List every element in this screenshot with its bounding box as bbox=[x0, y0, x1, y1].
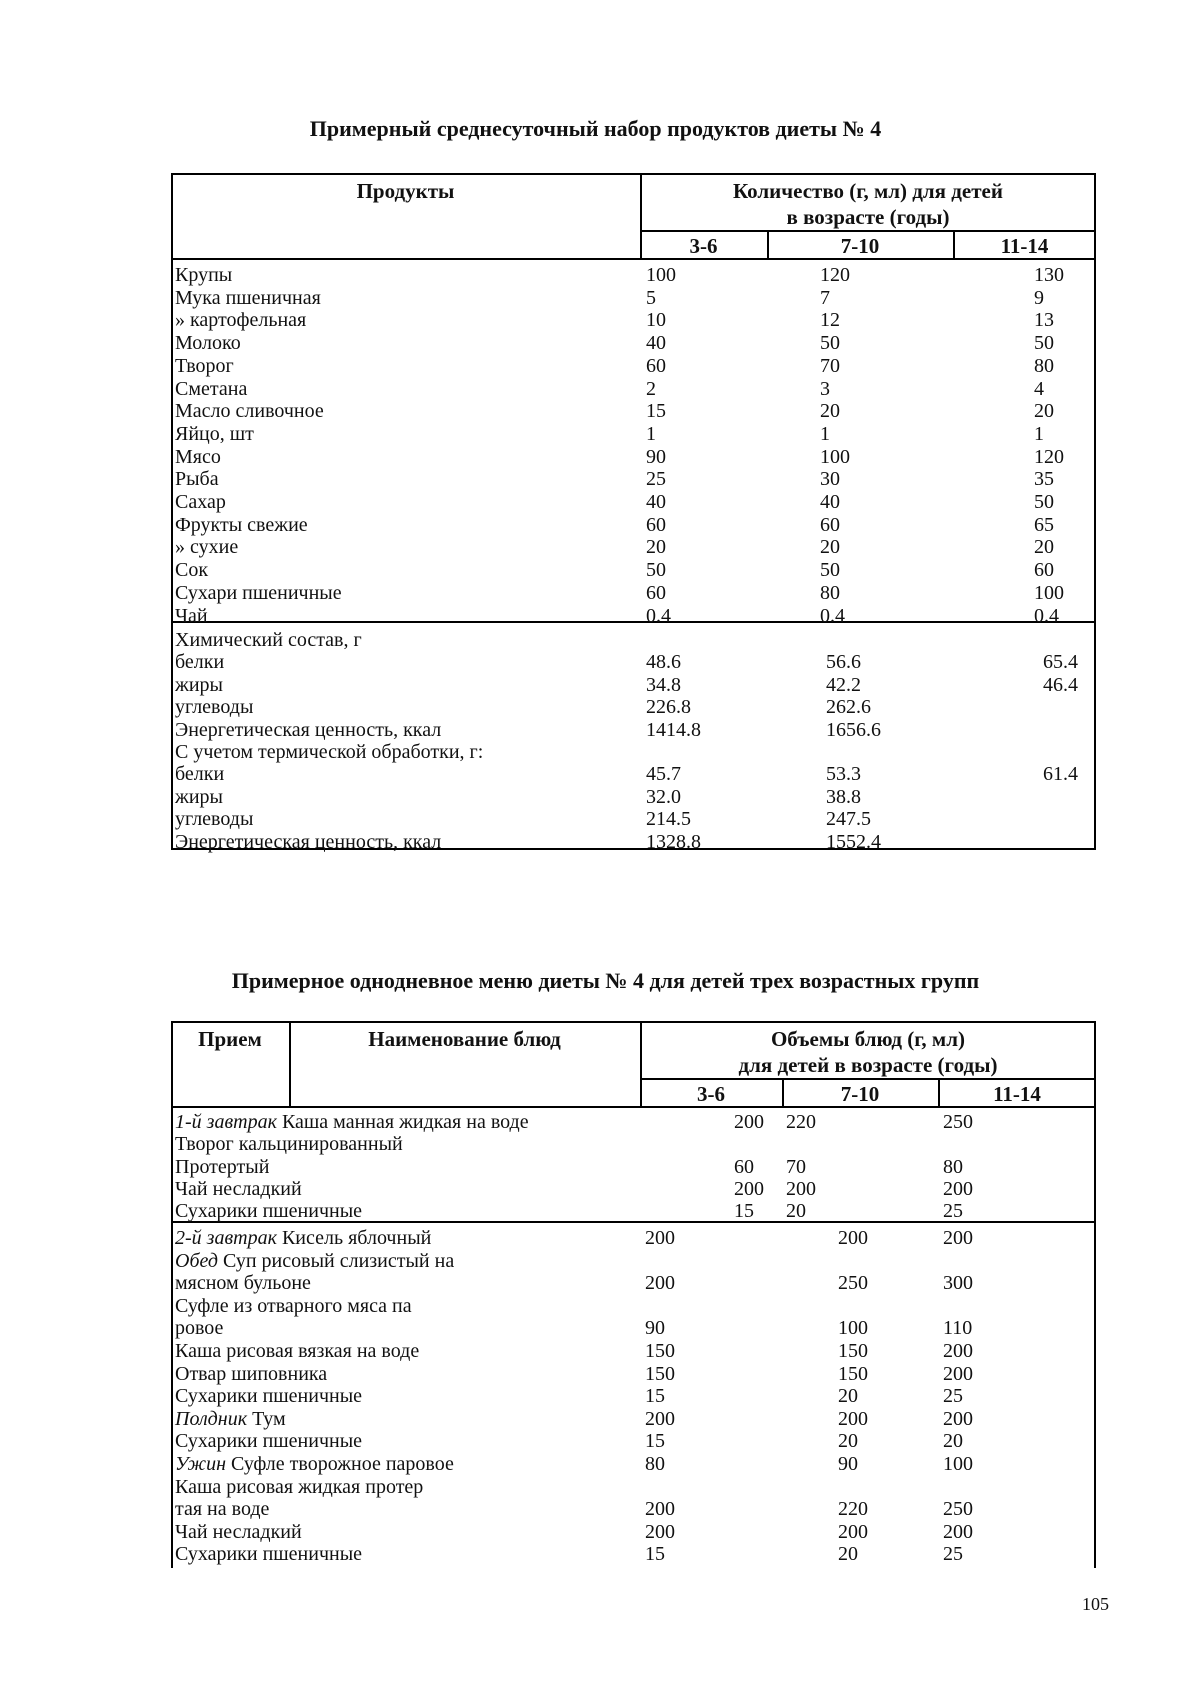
product-amount: 4 bbox=[1034, 377, 1044, 400]
dish-volume: 150 bbox=[645, 1362, 675, 1385]
product-amount: 100 bbox=[646, 264, 676, 286]
dish-volume: 200 bbox=[645, 1407, 675, 1430]
product-amount: 65 bbox=[1034, 513, 1054, 536]
dish-name: Протертый bbox=[175, 1155, 270, 1178]
product-amount: 50 bbox=[646, 559, 666, 582]
table2-header-volume-2: для детей в возрасте (годы) bbox=[738, 1053, 998, 1077]
dish-name: ровое bbox=[175, 1317, 224, 1340]
product-amount: 0.4 bbox=[1034, 604, 1059, 627]
product-amount: 40 bbox=[820, 491, 840, 513]
product-amount: 60 bbox=[646, 513, 666, 536]
product-amount: 7 bbox=[820, 286, 830, 309]
product-name: Мясо bbox=[175, 445, 221, 468]
dish-name: тая на воде bbox=[175, 1498, 270, 1521]
dish-volume: 25 bbox=[943, 1543, 963, 1566]
product-amount: 3 bbox=[820, 377, 830, 400]
table2-age-rule bbox=[640, 1078, 1096, 1080]
product-amount: 20 bbox=[1034, 536, 1054, 559]
product-amount: 50 bbox=[820, 559, 840, 582]
product-amount: 13 bbox=[1034, 309, 1054, 332]
dish-volume: 200 bbox=[943, 1177, 973, 1200]
product-name: Фрукты свежие bbox=[175, 513, 308, 536]
nutrient-value: 214.5 bbox=[646, 808, 691, 831]
product-amount: 9 bbox=[1034, 286, 1044, 309]
dish-volume: 150 bbox=[838, 1340, 868, 1362]
table2-header-dish: Наименование блюд bbox=[368, 1027, 561, 1051]
dish-name: Сухарики пшеничные bbox=[175, 1385, 363, 1408]
dish-volume: 15 bbox=[645, 1543, 665, 1566]
dish-volume: 220 bbox=[786, 1111, 816, 1133]
nutrient-name: углеводы bbox=[175, 696, 254, 719]
product-amount: 100 bbox=[820, 445, 850, 468]
dish-volume: 300 bbox=[943, 1272, 973, 1295]
table1-title: Примерный среднесуточный набор продуктов диеты № 4 bbox=[309, 116, 882, 141]
dish-name: Сухарики пшеничные bbox=[175, 1430, 363, 1453]
dish-volume: 200 bbox=[645, 1227, 675, 1249]
dish-volume: 80 bbox=[645, 1453, 665, 1475]
product-amount: 60 bbox=[820, 513, 840, 536]
dish-volume: 100 bbox=[943, 1453, 973, 1475]
product-name: Мука пшеничная bbox=[175, 286, 321, 309]
table1-header-age: 11-14 bbox=[1000, 234, 1049, 258]
nutrient-value: 1656.6 bbox=[826, 718, 881, 741]
dish-volume: 15 bbox=[734, 1200, 754, 1223]
table2-header-meal: Прием bbox=[198, 1027, 262, 1051]
product-amount: 80 bbox=[820, 581, 840, 604]
product-amount: 0.4 bbox=[820, 604, 845, 627]
product-amount: 120 bbox=[820, 264, 850, 286]
product-amount: 80 bbox=[1034, 354, 1054, 377]
nutrient-name: Энергетическая ценность, ккал bbox=[175, 718, 442, 741]
dish-volume: 110 bbox=[943, 1317, 973, 1340]
dish-volume: 25 bbox=[943, 1385, 963, 1408]
dish-volume: 90 bbox=[838, 1453, 858, 1475]
nutrient-value: 34.8 bbox=[646, 673, 681, 696]
dish-volume: 25 bbox=[943, 1200, 963, 1223]
dish-name: Сухарики пшеничные bbox=[175, 1543, 363, 1566]
dish-name: Каша манная жидкая на воде bbox=[281, 1111, 529, 1133]
nutrient-name: жиры bbox=[175, 673, 223, 696]
product-amount: 2 bbox=[646, 377, 656, 400]
dish-volume: 200 bbox=[786, 1177, 816, 1200]
dish-volume: 200 bbox=[645, 1520, 675, 1543]
table2-header-volume: Объемы блюд (г, мл) bbox=[770, 1027, 966, 1051]
dish-name: Творог кальцинированный bbox=[175, 1133, 403, 1156]
dish-volume: 60 bbox=[734, 1155, 754, 1178]
nutrient-value: 1328.8 bbox=[646, 830, 701, 853]
product-amount: 10 bbox=[646, 309, 666, 332]
table1-header-age: 3-6 bbox=[689, 234, 718, 258]
table1-header-age: 7-10 bbox=[840, 234, 880, 258]
nutrient-name: углеводы bbox=[175, 808, 254, 831]
product-amount: 0.4 bbox=[646, 604, 671, 627]
product-amount: 1 bbox=[820, 422, 830, 445]
dish-volume: 200 bbox=[645, 1498, 675, 1521]
product-amount: 50 bbox=[1034, 332, 1054, 355]
dish-volume: 200 bbox=[943, 1340, 973, 1362]
nutrient-name: Химический состав, г bbox=[175, 629, 362, 651]
dish-name: мясном бульоне bbox=[175, 1272, 311, 1295]
nutrient-value: 46.4 bbox=[1043, 673, 1078, 696]
dish-volume: 20 bbox=[786, 1200, 806, 1223]
nutrient-value: 1414.8 bbox=[646, 718, 701, 741]
dish-name: Чай несладкий bbox=[175, 1520, 302, 1543]
product-amount: 50 bbox=[1034, 491, 1054, 513]
product-amount: 25 bbox=[646, 468, 666, 491]
product-amount: 60 bbox=[1034, 559, 1054, 582]
product-amount: 20 bbox=[1034, 400, 1054, 423]
dish-name: Каша рисовая вязкая на воде bbox=[175, 1340, 420, 1362]
nutrient-value: 48.6 bbox=[646, 651, 681, 674]
dish-volume: 200 bbox=[943, 1520, 973, 1543]
dish-name: Суфле из отварного мяса па bbox=[175, 1294, 412, 1317]
table2-header-age: 3-6 bbox=[697, 1082, 725, 1106]
nutrient-value: 38.8 bbox=[826, 785, 861, 808]
meal-name: Обед bbox=[175, 1249, 218, 1272]
dish-name: Отвар шиповника bbox=[175, 1362, 328, 1385]
product-name: » картофельная bbox=[175, 309, 307, 332]
dish-name: Тум bbox=[252, 1407, 286, 1430]
dish-volume: 20 bbox=[838, 1543, 858, 1566]
table2-title: Примерное однодневное меню диеты № 4 для детей трех возрастных групп bbox=[231, 968, 980, 993]
product-name: Сок bbox=[175, 559, 209, 582]
product-amount: 60 bbox=[646, 581, 666, 604]
table1-header-quantity: Количество (г, мл) для детей bbox=[733, 179, 1003, 203]
nutrient-value: 61.4 bbox=[1043, 763, 1078, 786]
dish-volume: 80 bbox=[943, 1155, 963, 1178]
product-amount: 35 bbox=[1034, 468, 1054, 491]
product-amount: 20 bbox=[646, 536, 666, 559]
product-amount: 100 bbox=[1034, 581, 1064, 604]
dish-volume: 220 bbox=[838, 1498, 868, 1521]
product-amount: 5 bbox=[646, 286, 656, 309]
nutrient-value: 45.7 bbox=[646, 763, 681, 786]
dish-volume: 250 bbox=[943, 1111, 973, 1133]
product-name: Масло сливочное bbox=[175, 400, 324, 423]
dish-volume: 15 bbox=[645, 1385, 665, 1408]
product-amount: 1 bbox=[646, 422, 656, 445]
product-amount: 12 bbox=[820, 309, 840, 332]
dish-volume: 200 bbox=[943, 1407, 973, 1430]
dish-name: Сухарики пшеничные bbox=[175, 1200, 363, 1223]
dish-volume: 200 bbox=[838, 1520, 868, 1543]
product-name: Чай bbox=[175, 604, 208, 627]
nutrient-value: 56.6 bbox=[826, 651, 861, 674]
nutrient-name: Энергетическая ценность, ккал bbox=[175, 830, 442, 853]
nutrient-value: 53.3 bbox=[826, 763, 861, 786]
dish-volume: 150 bbox=[838, 1362, 868, 1385]
product-amount: 30 bbox=[820, 468, 840, 491]
product-name: Сахар bbox=[175, 491, 226, 513]
product-name: Рыба bbox=[175, 468, 219, 491]
table2-header-age: 7-10 bbox=[840, 1082, 880, 1106]
product-name: Яйцо, шт bbox=[175, 422, 254, 445]
product-name: Крупы bbox=[175, 264, 233, 286]
dish-volume: 200 bbox=[838, 1227, 868, 1249]
product-amount: 20 bbox=[820, 536, 840, 559]
product-amount: 15 bbox=[646, 400, 666, 423]
nutrient-name: жиры bbox=[175, 785, 223, 808]
dish-volume: 200 bbox=[943, 1362, 973, 1385]
dish-volume: 20 bbox=[838, 1385, 858, 1408]
product-name: Молоко bbox=[175, 332, 241, 355]
meal-name: 2-й завтрак bbox=[175, 1227, 277, 1249]
nutrient-name: белки bbox=[175, 763, 225, 786]
dish-volume: 200 bbox=[734, 1111, 764, 1133]
product-amount: 90 bbox=[646, 445, 666, 468]
nutrient-value: 42.2 bbox=[826, 673, 861, 696]
product-amount: 60 bbox=[646, 354, 666, 377]
product-amount: 50 bbox=[820, 332, 840, 355]
dish-name: Чай несладкий bbox=[175, 1177, 302, 1200]
page-number: 105 bbox=[1082, 1594, 1109, 1614]
table2-header-age: 11-14 bbox=[993, 1082, 1041, 1106]
dish-name: Кисель яблочный bbox=[281, 1227, 432, 1249]
nutrient-value: 226.8 bbox=[646, 696, 691, 719]
table1-section-rule bbox=[171, 621, 1096, 623]
meal-name: Ужин bbox=[175, 1453, 226, 1475]
product-name: » сухие bbox=[175, 536, 239, 559]
product-name: Сухари пшеничные bbox=[175, 581, 342, 604]
table1-age-rule bbox=[640, 230, 1096, 232]
product-amount: 120 bbox=[1034, 445, 1064, 468]
product-amount: 70 bbox=[820, 354, 840, 377]
table1-header-quantity-2: в возрасте (годы) bbox=[786, 205, 950, 229]
table1-header-products: Продукты bbox=[356, 179, 455, 203]
nutrient-value: 262.6 bbox=[826, 696, 871, 719]
dish-name: Каша рисовая жидкая протер bbox=[175, 1475, 424, 1498]
dish-name: Суп рисовый слизистый на bbox=[223, 1249, 455, 1272]
product-amount: 1 bbox=[1034, 422, 1044, 445]
nutrient-value: 247.5 bbox=[826, 808, 871, 831]
dish-volume: 250 bbox=[943, 1498, 973, 1521]
dish-volume: 20 bbox=[838, 1430, 858, 1453]
meal-name: 1-й завтрак bbox=[175, 1111, 277, 1133]
dish-volume: 20 bbox=[943, 1430, 963, 1453]
dish-volume: 200 bbox=[734, 1177, 764, 1200]
dish-volume: 200 bbox=[838, 1407, 868, 1430]
dish-volume: 15 bbox=[645, 1430, 665, 1453]
nutrient-value: 1552.4 bbox=[826, 830, 881, 853]
dish-name: Суфле творожное паровое bbox=[231, 1453, 454, 1475]
product-amount: 20 bbox=[820, 400, 840, 423]
product-name: Творог bbox=[175, 354, 234, 377]
dish-volume: 100 bbox=[838, 1317, 868, 1340]
dish-volume: 90 bbox=[645, 1317, 665, 1340]
nutrient-name: белки bbox=[175, 651, 225, 674]
meal-name: Полдник bbox=[175, 1407, 248, 1430]
nutrient-value: 65.4 bbox=[1043, 651, 1078, 674]
product-name: Сметана bbox=[175, 377, 248, 400]
product-amount: 40 bbox=[646, 332, 666, 355]
dish-volume: 150 bbox=[645, 1340, 675, 1362]
nutrient-name: С учетом термической обработки, г: bbox=[175, 741, 484, 763]
product-amount: 130 bbox=[1034, 264, 1064, 286]
dish-volume: 200 bbox=[645, 1272, 675, 1295]
dish-volume: 70 bbox=[786, 1155, 806, 1178]
nutrient-value: 32.0 bbox=[646, 785, 681, 808]
product-amount: 40 bbox=[646, 491, 666, 513]
dish-volume: 200 bbox=[943, 1227, 973, 1249]
dish-volume: 250 bbox=[838, 1272, 868, 1295]
